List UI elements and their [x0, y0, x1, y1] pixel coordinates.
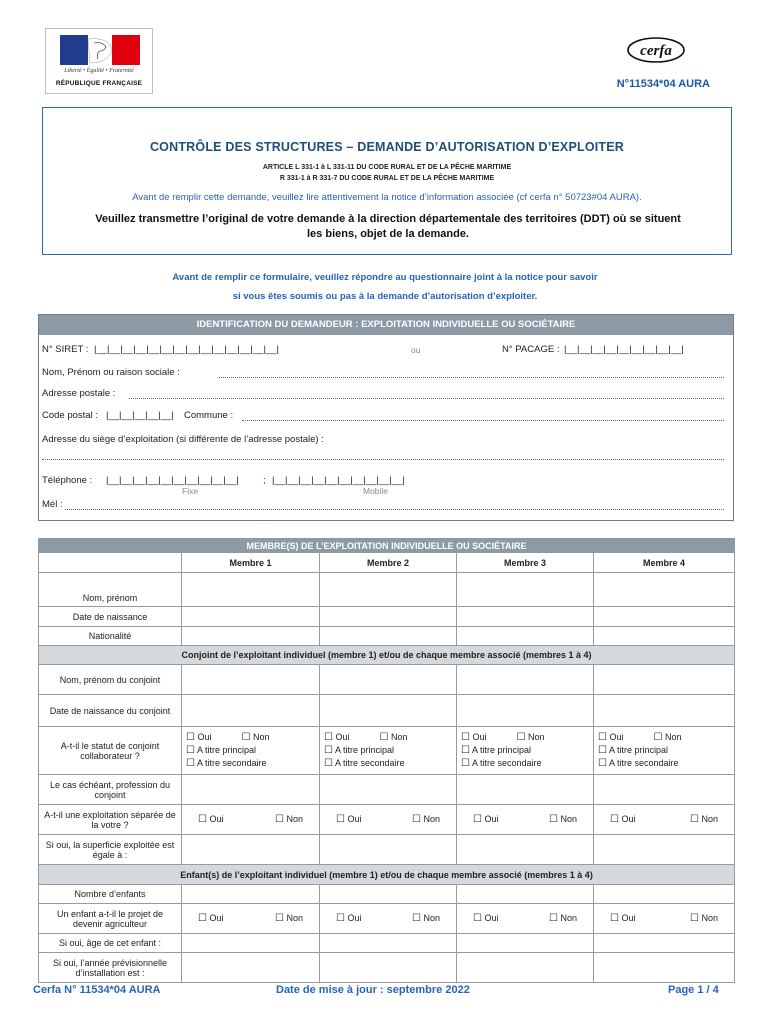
- input-cell[interactable]: [594, 835, 735, 865]
- phone-separator: ;: [263, 475, 266, 486]
- input-cell[interactable]: [457, 953, 594, 983]
- identification-header: IDENTIFICATION DU DEMANDEUR : EXPLOITATION INDIVIDUELLE OU SOCIÉTAIRE: [39, 315, 733, 335]
- input-cell[interactable]: [182, 665, 320, 695]
- input-cell[interactable]: [594, 953, 735, 983]
- non-checkbox[interactable]: ☐ Non: [549, 814, 577, 825]
- questionnaire-line-1: Avant de remplir ce formulaire, veuillez répondre au questionnaire joint à la notice pour savoir: [172, 272, 598, 283]
- name-label: Nom, Prénom ou raison sociale :: [42, 367, 180, 378]
- input-cell[interactable]: [320, 695, 457, 727]
- logo-republique: RÉPUBLIQUE FRANÇAISE: [55, 80, 143, 87]
- questionnaire-line-2: si vous êtes soumis ou pas à la demande d’autorisation d’exploiter.: [232, 291, 538, 302]
- cerfa-logo-text: cerfa: [640, 43, 672, 59]
- mobile-caption: Mobile: [363, 486, 389, 496]
- siege-label: Adresse du siège d’exploitation (si différente de l’adresse postale) :: [42, 434, 324, 445]
- principal-checkbox[interactable]: ☐ A titre principal: [461, 745, 532, 756]
- input-cell[interactable]: [320, 885, 457, 904]
- mel-label: Mél :: [42, 499, 63, 510]
- status-options: [320, 727, 457, 775]
- input-cell[interactable]: [457, 934, 594, 953]
- mel-field[interactable]: [65, 509, 724, 510]
- oui-checkbox[interactable]: ☐ Oui: [336, 913, 362, 924]
- table-row: [39, 934, 735, 953]
- non-checkbox[interactable]: ☐ Non: [516, 732, 545, 743]
- yes-no-cell: [457, 904, 594, 934]
- row-label: Un enfant a-t-il le projet de devenir agriculteur: [39, 904, 182, 934]
- input-cell[interactable]: [182, 695, 320, 727]
- yes-no-cell: [182, 904, 320, 934]
- table-row: [39, 904, 735, 934]
- input-cell[interactable]: [457, 885, 594, 904]
- row-label: Si oui, l’année prévisionnelle d’installation est :: [39, 953, 182, 983]
- postal-code-field[interactable]: |__|__|__|__|__|: [106, 410, 174, 421]
- siege-field[interactable]: [42, 459, 724, 460]
- oui-checkbox[interactable]: ☐ Oui: [473, 814, 499, 825]
- input-cell[interactable]: [594, 695, 735, 727]
- non-checkbox[interactable]: ☐ Non: [690, 913, 719, 924]
- table-row: [39, 885, 735, 904]
- article-line-1: ARTICLE L 331-1 à L 331-11 DU CODE RURAL ET DE LA PÊCHE MARITIME: [262, 164, 512, 171]
- postal-code-label: Code postal :: [42, 410, 98, 421]
- table-row: [39, 607, 735, 627]
- oui-checkbox[interactable]: ☐ Oui: [336, 814, 362, 825]
- yes-no-cell: [594, 805, 735, 835]
- marianne-icon: [60, 35, 140, 65]
- row-label: Date de naissance: [39, 607, 182, 627]
- yes-no-cell: [457, 805, 594, 835]
- pacage-label: N° PACAGE :: [502, 344, 560, 355]
- cerfa-logo: [627, 37, 685, 63]
- secondaire-checkbox[interactable]: ☐ A titre secondaire: [186, 758, 267, 769]
- page-title: CONTRÔLE DES STRUCTURES – DEMANDE D’AUTORISATION D’EXPLOITER: [149, 140, 625, 154]
- yes-no-cell: [182, 805, 320, 835]
- oui-checkbox[interactable]: ☐ Oui: [610, 814, 636, 825]
- input-cell[interactable]: [457, 607, 594, 627]
- transmit-instruction: [63, 212, 713, 242]
- row-label: Le cas échéant, profession du conjoint: [39, 775, 182, 805]
- secondaire-checkbox[interactable]: ☐ A titre secondaire: [598, 758, 679, 769]
- oui-checkbox[interactable]: ☐ Oui: [610, 913, 636, 924]
- table-row: [39, 727, 735, 775]
- logo-motto: Liberté • Égalité • Fraternité: [64, 68, 134, 74]
- input-cell[interactable]: [320, 953, 457, 983]
- phone-label: Téléphone :: [42, 475, 93, 486]
- table-row: [39, 775, 735, 805]
- non-checkbox[interactable]: ☐ Non: [241, 732, 270, 743]
- secondaire-checkbox[interactable]: ☐ A titre secondaire: [461, 758, 542, 769]
- non-checkbox[interactable]: ☐ Non: [379, 732, 408, 743]
- transmit-line-1: Veuillez transmettre l’original de votre demande à la direction départementale des territoires (DDT) où se situent: [95, 213, 681, 225]
- column-header: Membre 1: [182, 553, 320, 573]
- row-label: Nom, prénom: [39, 573, 182, 607]
- input-cell[interactable]: [457, 775, 594, 805]
- pacage-field[interactable]: |__|__|__|__|__|__|__|__|__|: [564, 344, 684, 355]
- non-checkbox[interactable]: ☐ Non: [653, 732, 682, 743]
- siret-field[interactable]: |__|__|__|__|__|__|__|__|__|__|__|__|__|__|: [94, 344, 279, 355]
- input-cell[interactable]: [320, 775, 457, 805]
- row-label: Date de naissance du conjoint: [39, 695, 182, 727]
- status-options: [594, 727, 735, 775]
- phone-fixe-field[interactable]: |__|__|__|__|__|__|__|__|__|__|: [106, 475, 239, 486]
- corner-cell: [39, 553, 182, 573]
- non-checkbox[interactable]: ☐ Non: [412, 913, 440, 924]
- table-row: [39, 665, 735, 695]
- input-cell[interactable]: [594, 627, 735, 646]
- input-cell[interactable]: [457, 835, 594, 865]
- input-cell[interactable]: [182, 953, 320, 983]
- input-cell[interactable]: [182, 607, 320, 627]
- column-header: Membre 2: [320, 553, 457, 573]
- members-table: [38, 538, 735, 983]
- phone-mobile-field[interactable]: |__|__|__|__|__|__|__|__|__|__|: [272, 475, 405, 486]
- row-label: Si oui, la superficie exploitée est égale à :: [39, 835, 182, 865]
- input-cell[interactable]: [594, 607, 735, 627]
- non-checkbox[interactable]: ☐ Non: [690, 814, 719, 825]
- input-cell[interactable]: [594, 573, 735, 607]
- input-cell[interactable]: [320, 627, 457, 646]
- non-checkbox[interactable]: ☐ Non: [549, 913, 577, 924]
- non-checkbox[interactable]: ☐ Non: [275, 913, 303, 924]
- siret-label: N° SIRET :: [42, 344, 89, 355]
- name-field[interactable]: [219, 377, 724, 378]
- input-cell[interactable]: [182, 885, 320, 904]
- input-cell[interactable]: [320, 607, 457, 627]
- notice-instruction: Avant de remplir cette demande, veuillez lire attentivement la notice d’information associée (cf cerfa n° 50723#04 AURA).: [132, 192, 642, 203]
- cerfa-number: N°11534*04 AURA: [616, 78, 710, 90]
- transmit-line-2: les biens, objet de la demande.: [307, 228, 469, 240]
- row-label: Nationalité: [39, 627, 182, 646]
- oui-checkbox[interactable]: ☐ Oui: [598, 732, 624, 743]
- yes-no-cell: [594, 904, 735, 934]
- oui-checkbox[interactable]: ☐ Oui: [198, 913, 224, 924]
- input-cell[interactable]: [320, 573, 457, 607]
- principal-checkbox[interactable]: ☐ A titre principal: [598, 745, 669, 756]
- column-header: Membre 4: [594, 553, 735, 573]
- spouse-band: Conjoint de l’exploitant individuel (membre 1) et/ou de chaque membre associé (membres 1 à 4): [39, 646, 735, 665]
- row-label: Nombre d’enfants: [39, 885, 182, 904]
- article-line-2: R 331-1 à R 331-7 DU CODE RURAL ET DE LA PÊCHE MARITIME: [279, 175, 495, 182]
- oui-checkbox[interactable]: ☐ Oui: [473, 913, 499, 924]
- non-checkbox[interactable]: ☐ Non: [412, 814, 440, 825]
- footer-page: Page 1 / 4: [668, 984, 719, 996]
- principal-checkbox[interactable]: ☐ A titre principal: [186, 745, 257, 756]
- commune-label: Commune :: [184, 410, 234, 421]
- input-cell[interactable]: [182, 775, 320, 805]
- oui-checkbox[interactable]: ☐ Oui: [198, 814, 224, 825]
- secondaire-checkbox[interactable]: ☐ A titre secondaire: [324, 758, 405, 769]
- input-cell[interactable]: [594, 665, 735, 695]
- table-row: [39, 627, 735, 646]
- oui-checkbox[interactable]: ☐ Oui: [324, 732, 350, 743]
- input-cell[interactable]: [457, 695, 594, 727]
- table-row: [39, 805, 735, 835]
- input-cell[interactable]: [182, 835, 320, 865]
- input-cell[interactable]: [320, 934, 457, 953]
- row-label: A-t-il le statut de conjoint collaborateur ?: [39, 727, 182, 775]
- status-options: [182, 727, 320, 775]
- address-field[interactable]: [129, 398, 724, 399]
- identification-section: [38, 314, 734, 521]
- table-row: [39, 835, 735, 865]
- input-cell[interactable]: [457, 573, 594, 607]
- fixe-caption: Fixe: [182, 486, 199, 496]
- input-cell[interactable]: [594, 885, 735, 904]
- input-cell[interactable]: [182, 573, 320, 607]
- column-header: Membre 3: [457, 553, 594, 573]
- table-row: [39, 953, 735, 983]
- row-label: Si oui, âge de cet enfant :: [39, 934, 182, 953]
- children-band: Enfant(s) de l’exploitant individuel (membre 1) et/ou de chaque membre associé (membres 1 à 4): [39, 865, 735, 885]
- table-row: [39, 573, 735, 607]
- row-label: Nom, prénom du conjoint: [39, 665, 182, 695]
- footer-cerfa: Cerfa N° 11534*04 AURA: [33, 984, 161, 996]
- oui-checkbox[interactable]: ☐ Oui: [461, 732, 487, 743]
- members-header: MEMBRE(S) DE L’EXPLOITATION INDIVIDUELLE OU SOCIÉTAIRE: [39, 539, 735, 553]
- row-label: A-t-il une exploitation séparée de la votre ?: [39, 805, 182, 835]
- or-label: ou: [411, 345, 421, 355]
- republique-francaise-logo: [45, 28, 153, 94]
- principal-checkbox[interactable]: ☐ A titre principal: [324, 745, 395, 756]
- table-row: [39, 695, 735, 727]
- oui-checkbox[interactable]: ☐ Oui: [186, 732, 212, 743]
- status-options: [457, 727, 594, 775]
- yes-no-cell: [320, 904, 457, 934]
- input-cell[interactable]: [457, 665, 594, 695]
- yes-no-cell: [320, 805, 457, 835]
- title-box: [42, 107, 732, 255]
- non-checkbox[interactable]: ☐ Non: [275, 814, 303, 825]
- commune-field[interactable]: [242, 420, 724, 421]
- input-cell[interactable]: [457, 627, 594, 646]
- input-cell[interactable]: [320, 835, 457, 865]
- address-label: Adresse postale :: [42, 388, 116, 399]
- input-cell[interactable]: [182, 627, 320, 646]
- input-cell[interactable]: [594, 934, 735, 953]
- input-cell[interactable]: [182, 934, 320, 953]
- footer-date: Date de mise à jour : septembre 2022: [276, 984, 470, 996]
- input-cell[interactable]: [320, 665, 457, 695]
- input-cell[interactable]: [594, 775, 735, 805]
